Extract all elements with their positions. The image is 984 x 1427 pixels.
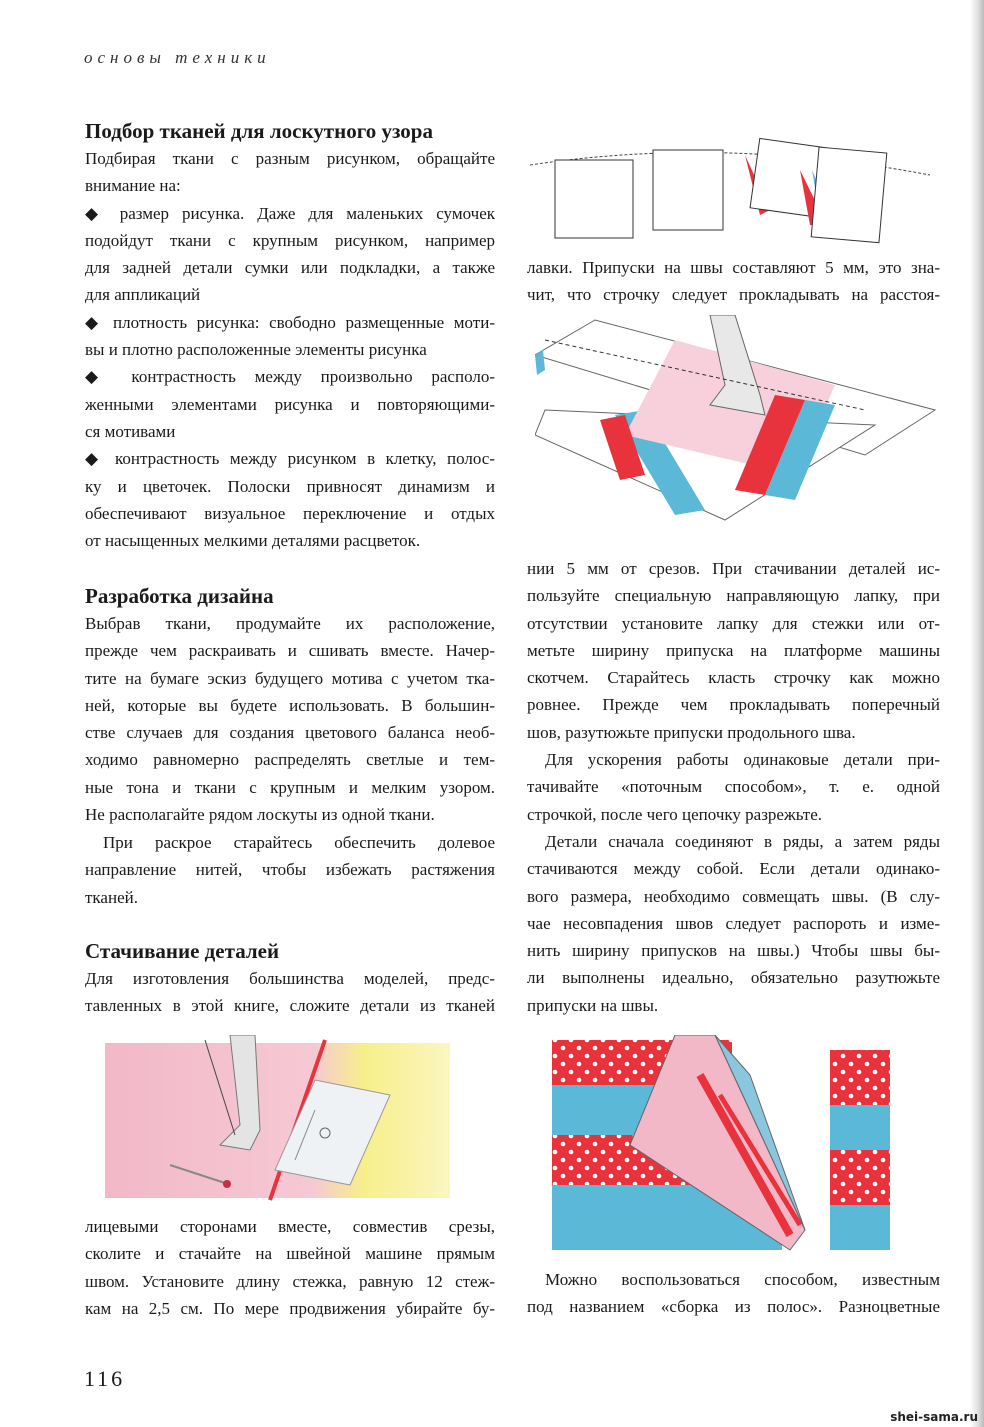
text-line: сколите и стачайте на швейной машине прямым bbox=[85, 1244, 495, 1264]
text-line: обеспечивают визуальное переключение и отдых bbox=[85, 503, 495, 523]
text-line: прежде чем раскраивать и сшивать вместе. Начер- bbox=[85, 641, 495, 661]
text-line: направление нитей, чтобы избежать растяжения bbox=[85, 860, 495, 880]
text-line: вого размера, необходимо совмещать швы. (В слу- bbox=[527, 886, 940, 906]
text-line: для аппликаций bbox=[85, 285, 201, 305]
text-line: ку и цветочек. Полоски привносят динамизм и bbox=[85, 476, 495, 496]
text-line: чае несовпадения швов следует распороть и изме- bbox=[527, 913, 940, 933]
text-line: стве случаев для создания цветового баланса необ- bbox=[85, 723, 495, 743]
text-right-1 bbox=[527, 254, 940, 309]
text-line: ◆ размер рисунка. Даже для маленьких сумочек bbox=[85, 203, 495, 223]
text-line: Подбирая ткани с разным рисунком, обращайте bbox=[85, 149, 495, 168]
text-line: нить ширину припусков на швы.) Чтобы швы бы- bbox=[527, 941, 940, 961]
running-header: основы техники bbox=[84, 48, 271, 67]
text-line: ◆ контрастность между произвольно располо- bbox=[85, 367, 495, 387]
heading-sewing: Стачивание деталей bbox=[85, 939, 280, 963]
text-right-2 bbox=[527, 555, 940, 746]
text-line: лицевыми сторонами вместе, совместив срезы, bbox=[85, 1217, 495, 1236]
text-line: швом. Установите длину стежка, равную 12 стеж- bbox=[85, 1271, 495, 1291]
text-line: метьте ширину припуска на платформе машины bbox=[527, 640, 940, 660]
text-line: Выбрав ткани, продумайте их расположение, bbox=[85, 614, 495, 633]
text-line: Для изготовления большинства моделей, предс- bbox=[85, 969, 495, 988]
text-line: стачиваются между собой. Если детали одинако- bbox=[527, 859, 940, 879]
text-line: ся мотивами bbox=[85, 421, 176, 441]
text-right-3 bbox=[527, 746, 940, 828]
text-line: ные тона и ткани с крупным и мелким узором. bbox=[85, 777, 495, 797]
text-line: для задней детали сумки или подкладки, а также bbox=[85, 258, 495, 278]
illustration-chain-piecing bbox=[530, 135, 930, 250]
page-number: 116 bbox=[84, 1366, 126, 1391]
text-line: Для ускорения работы одинаковые детали при- bbox=[545, 750, 940, 769]
text-line: скотчем. Старайтесь класть строчку как можно bbox=[527, 668, 940, 688]
text-line: тачивайте «поточным способом», т. е. одной bbox=[527, 777, 940, 797]
text-line: пользуйте специальную направляющую лапку, при bbox=[527, 586, 940, 606]
text-line: ли выполнены идеально, обязательно разутюжьте bbox=[527, 968, 940, 988]
text-line: Детали сначала соединяют в ряды, а затем ряды bbox=[545, 832, 940, 851]
text-line: чит, что строчку следует прокладывать на расстоя- bbox=[527, 285, 940, 305]
text-line: Не располагайте рядом лоскуты из одной ткани. bbox=[85, 805, 435, 825]
text-line: вы и плотно расположенные элементы рисунка bbox=[85, 340, 427, 360]
text-line: от насыщенных мелкими деталями расцветок. bbox=[85, 531, 421, 551]
text-sewing-2 bbox=[85, 1213, 495, 1322]
text-sewing bbox=[85, 965, 495, 1020]
text-line: под названием «сборка из полос». Разноцветные bbox=[527, 1297, 940, 1317]
text-line: тите на бумаге эскиз будущего мотива с учетом тка- bbox=[85, 668, 495, 688]
text-line: нии 5 мм от срезов. При стачивании деталей ис- bbox=[527, 559, 940, 578]
text-line: При раскрое старайтесь обеспечить долевое bbox=[103, 833, 495, 852]
text-line: ровнее. Прежде чем прокладывать поперечный bbox=[527, 695, 940, 715]
watermark: shei-sama.ru bbox=[890, 1410, 978, 1424]
text-line: тканей. bbox=[85, 887, 138, 907]
text-line: шов, разутюжьте припуски продольного шва. bbox=[527, 722, 856, 742]
text-line: ◆ контрастность между рисунком в клетку, полос- bbox=[85, 449, 495, 469]
text-right-4 bbox=[527, 828, 940, 1019]
text-line: подойдут ткани с крупным рисунком, например bbox=[85, 230, 495, 250]
heading-fabric-selection: Подбор тканей для лоскутного узора bbox=[85, 119, 433, 143]
text-line: ней, которые вы будете использовать. В большин- bbox=[85, 695, 495, 715]
page-edge bbox=[970, 0, 984, 1427]
text-line: строчкой, после чего цепочку разрежьте. bbox=[527, 804, 823, 824]
text-design bbox=[85, 610, 495, 828]
text-line: припуски на швы. bbox=[527, 995, 659, 1015]
text-line: отсутствии установите лапку для стежки или от- bbox=[527, 613, 940, 633]
text-design-2 bbox=[85, 829, 495, 911]
text-line: Можно воспользоваться способом, известным bbox=[545, 1270, 940, 1289]
text-line: женными элементами рисунка и повторяющими- bbox=[85, 394, 495, 414]
text-right-5 bbox=[527, 1266, 940, 1321]
text-line: ходимо равномерно распределять светлые и тем- bbox=[85, 750, 495, 770]
text-line: лавки. Припуски на швы составляют 5 мм, это зна- bbox=[527, 258, 940, 277]
text-line: тавленных в этой книге, сложите детали из тканей bbox=[85, 996, 495, 1016]
text-fabric-selection bbox=[85, 145, 495, 554]
illustration-strip-piecing bbox=[550, 1035, 910, 1265]
text-line: ◆ плотность рисунка: свободно размещенные моти- bbox=[85, 312, 495, 332]
illustration-seam-allowance bbox=[535, 315, 940, 530]
text-line: кам на 2,5 см. По мере продвижения убирайте бу- bbox=[85, 1298, 495, 1318]
heading-design: Разработка дизайна bbox=[85, 584, 274, 608]
illustration-sewing-machine-foot bbox=[100, 1035, 455, 1205]
text-line: внимание на: bbox=[85, 176, 181, 196]
